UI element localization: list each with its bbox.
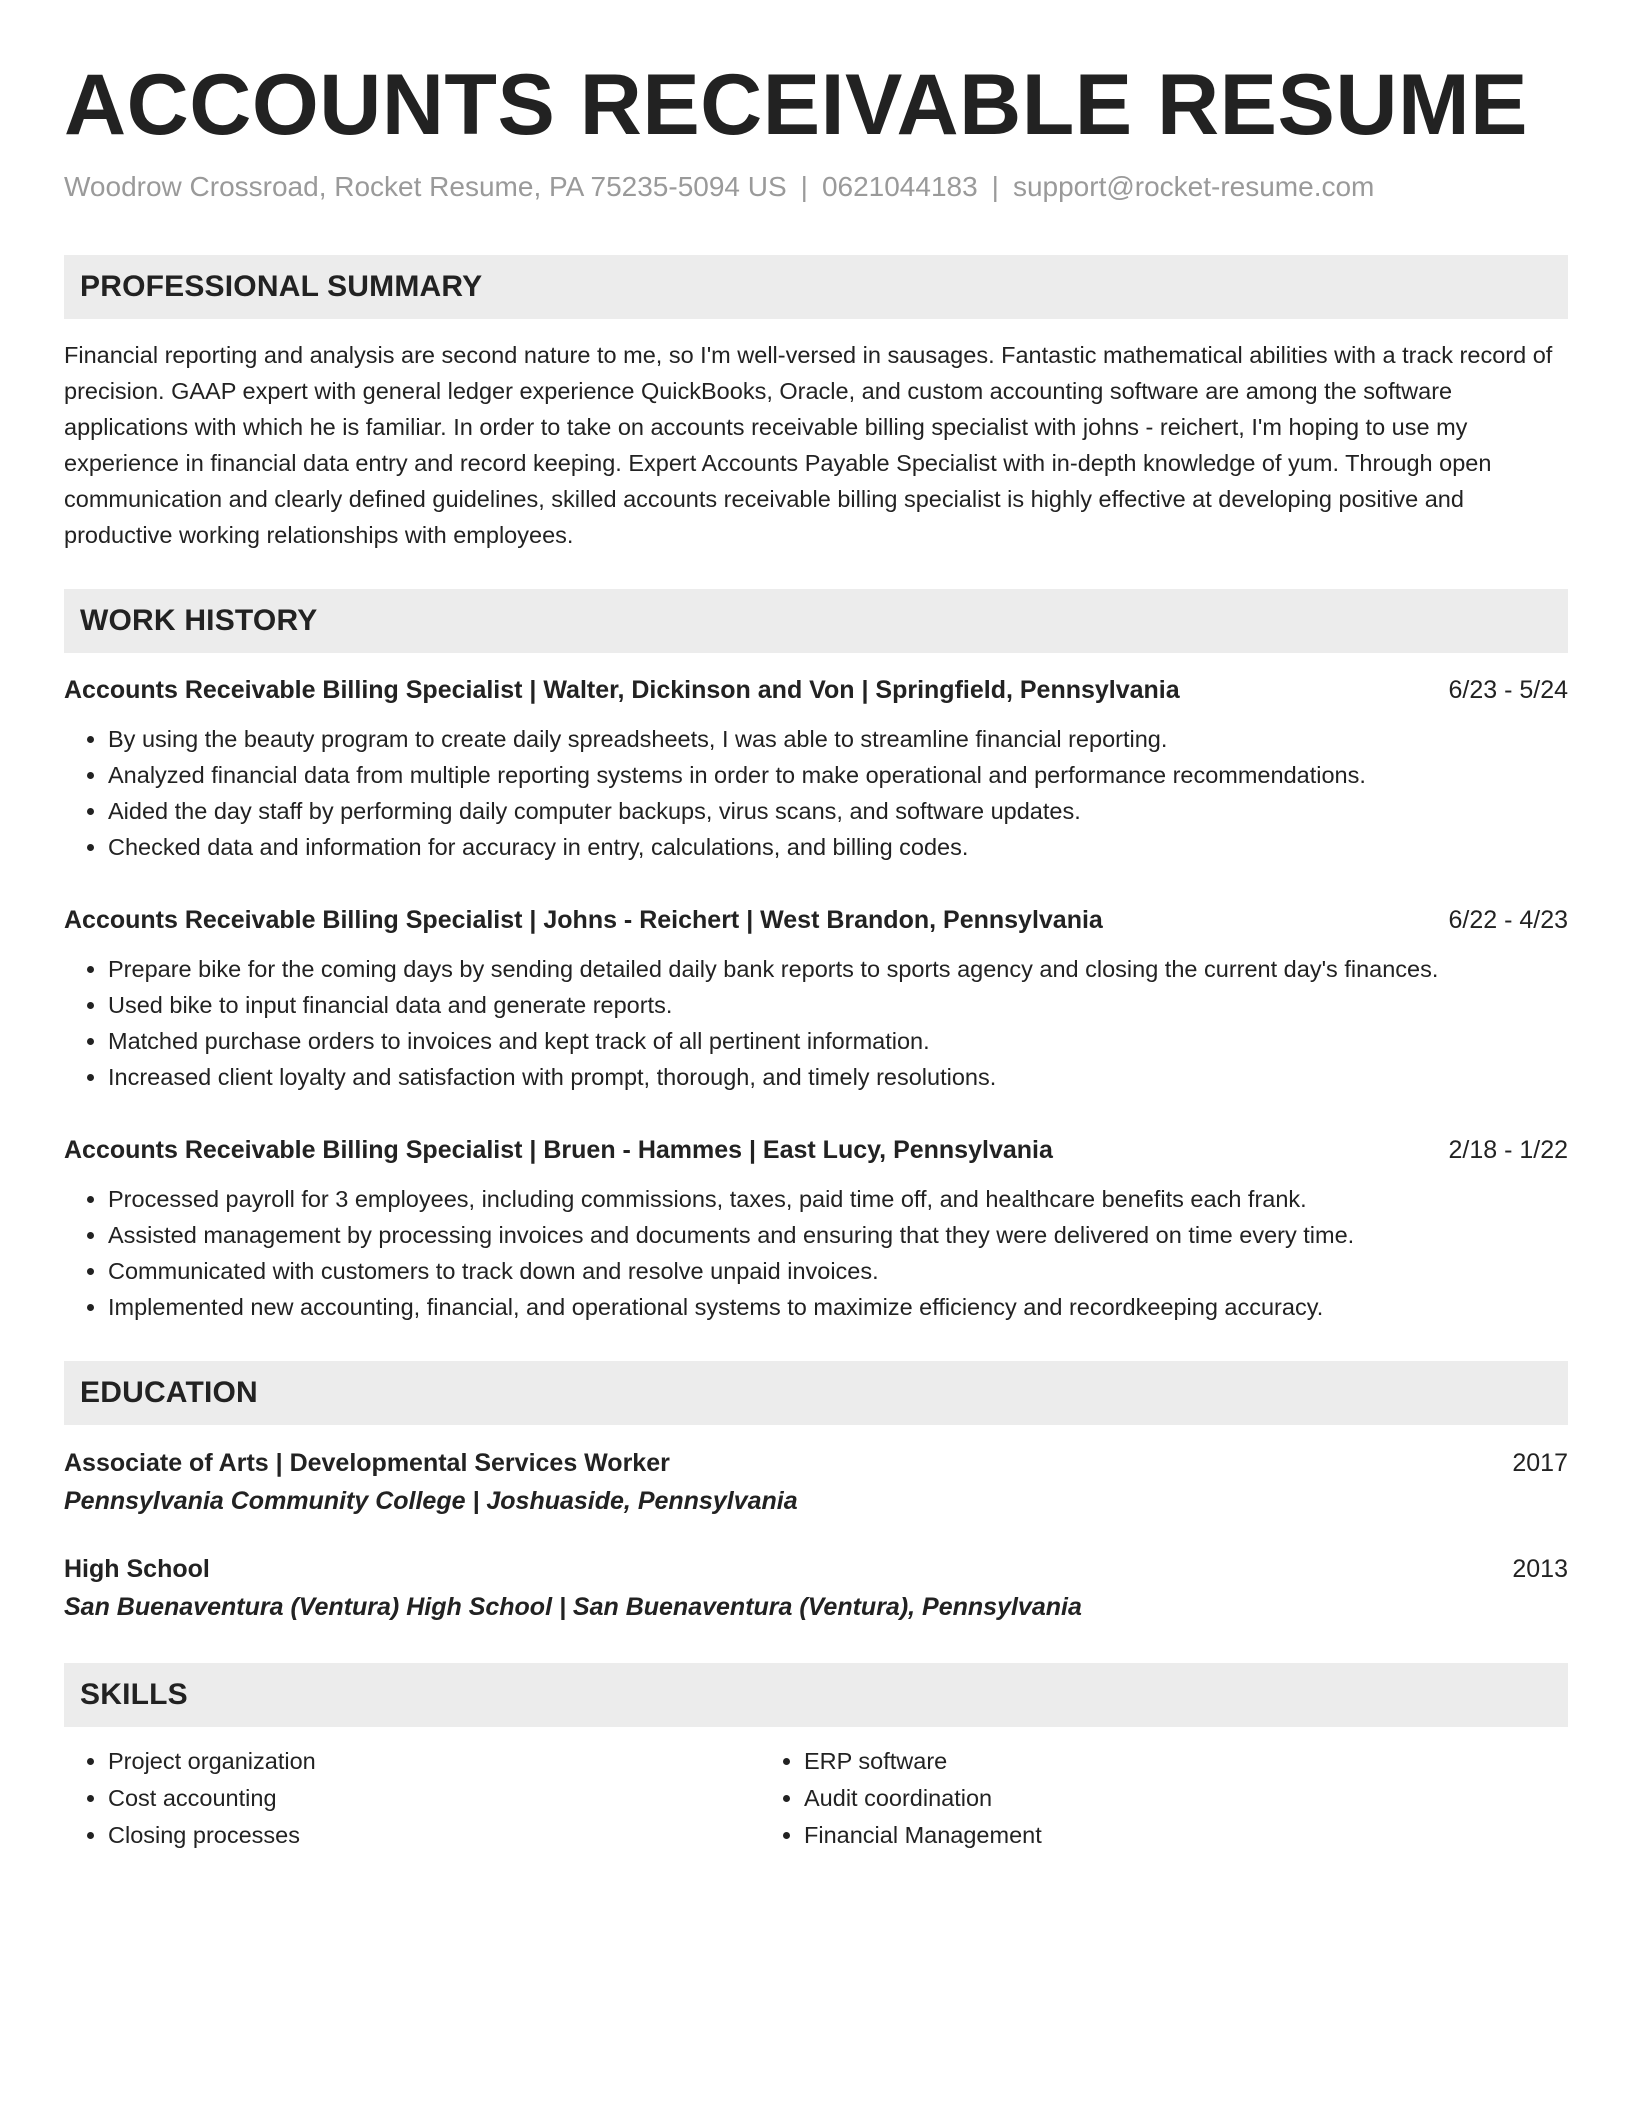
section-header-summary: PROFESSIONAL SUMMARY (64, 255, 1568, 319)
job-bullet: • Increased client loyalty and satisfaction with prompt, thorough, and timely resolutions. (108, 1059, 1568, 1095)
skill-item: • Project organization (108, 1743, 760, 1780)
education-degree: Associate of Arts | Developmental Services Worker (64, 1449, 670, 1478)
education-entry (64, 1551, 1568, 1627)
resume-title: ACCOUNTS RECEIVABLE RESUME (64, 57, 1528, 153)
contact-separator: | (991, 170, 999, 202)
skill-item: • Closing processes (108, 1817, 760, 1854)
job-bullet: • Prepare bike for the coming days by sending detailed daily bank reports to sports agency and closing the current day's finances. (108, 951, 1568, 987)
skill-item: • Audit coordination (804, 1780, 1456, 1817)
section-header-skills: SKILLS (64, 1663, 1568, 1727)
job-bullets (64, 951, 1568, 1095)
job-title: Accounts Receivable Billing Specialist | Bruen - Hammes | East Lucy, Pennsylvania (64, 1136, 1053, 1165)
job-bullets (64, 1181, 1568, 1325)
skills-column-left (64, 1743, 760, 1854)
skill-item: • ERP software (804, 1743, 1456, 1780)
education-header (64, 1551, 1568, 1587)
job-entry (64, 903, 1568, 1095)
education-header (64, 1445, 1568, 1481)
job-title: Accounts Receivable Billing Specialist | Walter, Dickinson and Von | Springfield, Pennsylvania (64, 676, 1180, 705)
job-header (64, 673, 1568, 707)
job-bullet: • Aided the day staff by performing daily computer backups, virus scans, and software updates. (108, 793, 1568, 829)
job-bullet: • Processed payroll for 3 employees, including commissions, taxes, paid time off, and healthcare benefits each frank. (108, 1181, 1568, 1217)
skill-item: • Financial Management (804, 1817, 1456, 1854)
job-header (64, 903, 1568, 937)
job-bullet: • Assisted management by processing invoices and documents and ensuring that they were delivered on time every time. (108, 1217, 1568, 1253)
job-bullet: • Analyzed financial data from multiple reporting systems in order to make operational and performance recommendations. (108, 757, 1568, 793)
education-school: Pennsylvania Community College | Joshuaside, Pennsylvania (64, 1487, 798, 1516)
job-dates: 2/18 - 1/22 (1448, 1136, 1568, 1165)
job-bullet: • Used bike to input financial data and generate reports. (108, 987, 1568, 1023)
contact-line (64, 169, 1568, 205)
section-header-work-history: WORK HISTORY (64, 589, 1568, 653)
section-header-education: EDUCATION (64, 1361, 1568, 1425)
summary-text: Financial reporting and analysis are second nature to me, so I'm well-versed in sausages. Fantastic mathematical abilities with a track record of precision. GAAP expert with general ledger experience QuickBooks, Oracle, and custom accounting software are among the software applications with which he is familiar. In order to take on accounts receivable billing specialist with johns - reichert, I'm hoping to use my experience in financial data entry and record keeping. Expert Accounts Payable Specialist with in-depth knowledge of yum. Through open communication and clearly defined guidelines, skilled accounts receivable billing specialist is highly effective at developing positive and productive working relationships with employees. (64, 342, 1553, 549)
job-bullet: • By using the beauty program to create daily spreadsheets, I was able to streamline financial reporting. (108, 721, 1568, 757)
job-dates: 6/23 - 5/24 (1448, 676, 1568, 705)
job-bullet: • Matched purchase orders to invoices and kept track of all pertinent information. (108, 1023, 1568, 1059)
job-bullet: • Checked data and information for accuracy in entry, calculations, and billing codes. (108, 829, 1568, 865)
job-title: Accounts Receivable Billing Specialist | Johns - Reichert | West Brandon, Pennsylvania (64, 906, 1103, 935)
job-dates: 6/22 - 4/23 (1448, 906, 1568, 935)
skill-item: • Cost accounting (108, 1780, 760, 1817)
education-degree: High School (64, 1555, 210, 1584)
skills-column-right (760, 1743, 1456, 1854)
education-year: 2013 (1512, 1555, 1568, 1584)
education-school: San Buenaventura (Ventura) High School | San Buenaventura (Ventura), Pennsylvania (64, 1593, 1082, 1622)
contact-address: Woodrow Crossroad, Rocket Resume, PA 75235-5094 US (64, 170, 787, 202)
job-entry (64, 1133, 1568, 1325)
contact-phone: 0621044183 (821, 170, 978, 202)
education-entry (64, 1445, 1568, 1521)
job-entry (64, 673, 1568, 865)
job-bullet: • Communicated with customers to track down and resolve unpaid invoices. (108, 1253, 1568, 1289)
skills-list (64, 1743, 1568, 1854)
contact-separator: | (800, 170, 808, 202)
contact-email: support@rocket-resume.com (1012, 170, 1375, 202)
job-header (64, 1133, 1568, 1167)
job-bullets (64, 721, 1568, 865)
education-year: 2017 (1512, 1449, 1568, 1478)
job-bullet: • Implemented new accounting, financial, and operational systems to maximize efficiency and recordkeeping accuracy. (108, 1289, 1568, 1325)
